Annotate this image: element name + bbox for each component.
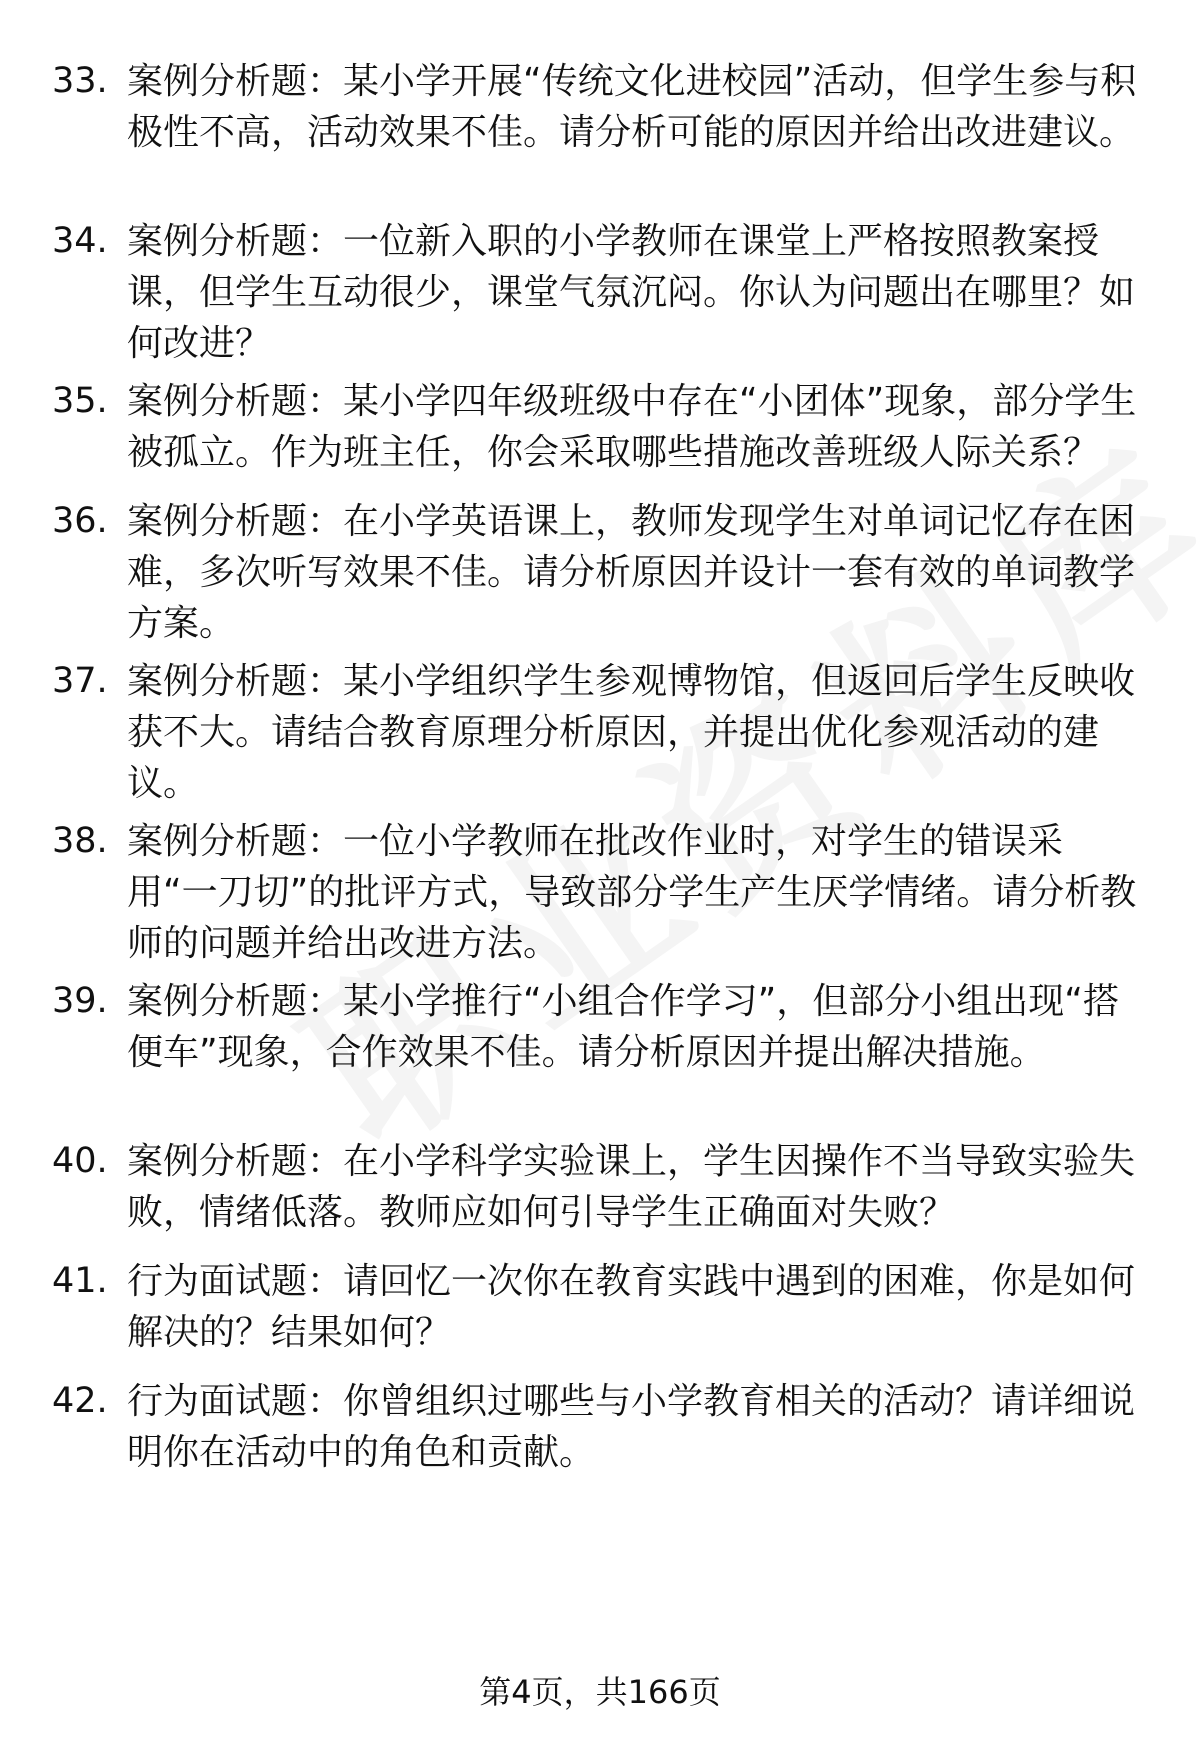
question-number: 41. <box>52 1261 108 1301</box>
question-item <box>52 816 1147 969</box>
question-text: 案例分析题：一位小学教师在批改作业时，对学生的错误采用“一刀切”的批评方式，导致部分学生产生厌学情绪。请分析教师的问题并给出改进方法。 <box>127 821 1137 964</box>
question-number: 34. <box>52 221 108 261</box>
question-text: 行为面试题：请回忆一次你在教育实践中遇到的困难，你是如何解决的？结果如何？ <box>127 1261 1136 1353</box>
question-number: 39. <box>52 981 108 1021</box>
question-text: 案例分析题：某小学推行“小组合作学习”，但部分小组出现“搭便车”现象，合作效果不佳。请分析原因并提出解决措施。 <box>127 981 1119 1073</box>
question-item <box>52 656 1147 809</box>
question-item <box>52 496 1147 649</box>
question-number: 38. <box>52 821 108 861</box>
question-number: 42. <box>52 1381 108 1421</box>
question-number: 40. <box>52 1141 108 1181</box>
question-item <box>52 976 1147 1078</box>
question-number: 36. <box>52 501 108 541</box>
question-number: 35. <box>52 381 108 421</box>
question-text: 案例分析题：某小学开展“传统文化进校园”活动，但学生参与积极性不高，活动效果不佳。请分析可能的原因并给出改进建议。 <box>127 61 1137 153</box>
question-item <box>52 1136 1147 1238</box>
question-number: 37. <box>52 661 108 701</box>
question-text: 案例分析题：某小学四年级班级中存在“小团体”现象，部分学生被孤立。作为班主任，你会采取哪些措施改善班级人际关系？ <box>127 381 1137 473</box>
question-text: 案例分析题：在小学英语课上，教师发现学生对单词记忆存在困难，多次听写效果不佳。请分析原因并设计一套有效的单词教学方案。 <box>127 501 1136 644</box>
question-item <box>52 216 1147 369</box>
question-text: 案例分析题：在小学科学实验课上，学生因操作不当导致实验失败，情绪低落。教师应如何引导学生正确面对失败？ <box>127 1141 1136 1233</box>
question-item <box>52 1256 1147 1358</box>
question-text: 案例分析题：一位新入职的小学教师在课堂上严格按照教案授课，但学生互动很少，课堂气氛沉闷。你认为问题出在哪里？如何改进？ <box>127 221 1136 364</box>
question-item <box>52 376 1147 478</box>
question-item <box>52 1376 1147 1478</box>
question-item <box>52 56 1147 158</box>
question-text: 案例分析题：某小学组织学生参观博物馆，但返回后学生反映收获不大。请结合教育原理分析原因，并提出优化参观活动的建议。 <box>127 661 1136 804</box>
question-text: 行为面试题：你曾组织过哪些与小学教育相关的活动？请详细说明你在活动中的角色和贡献。 <box>127 1381 1136 1473</box>
question-number: 33. <box>52 61 108 101</box>
page-footer: 第4页，共166页 <box>479 1673 721 1711</box>
